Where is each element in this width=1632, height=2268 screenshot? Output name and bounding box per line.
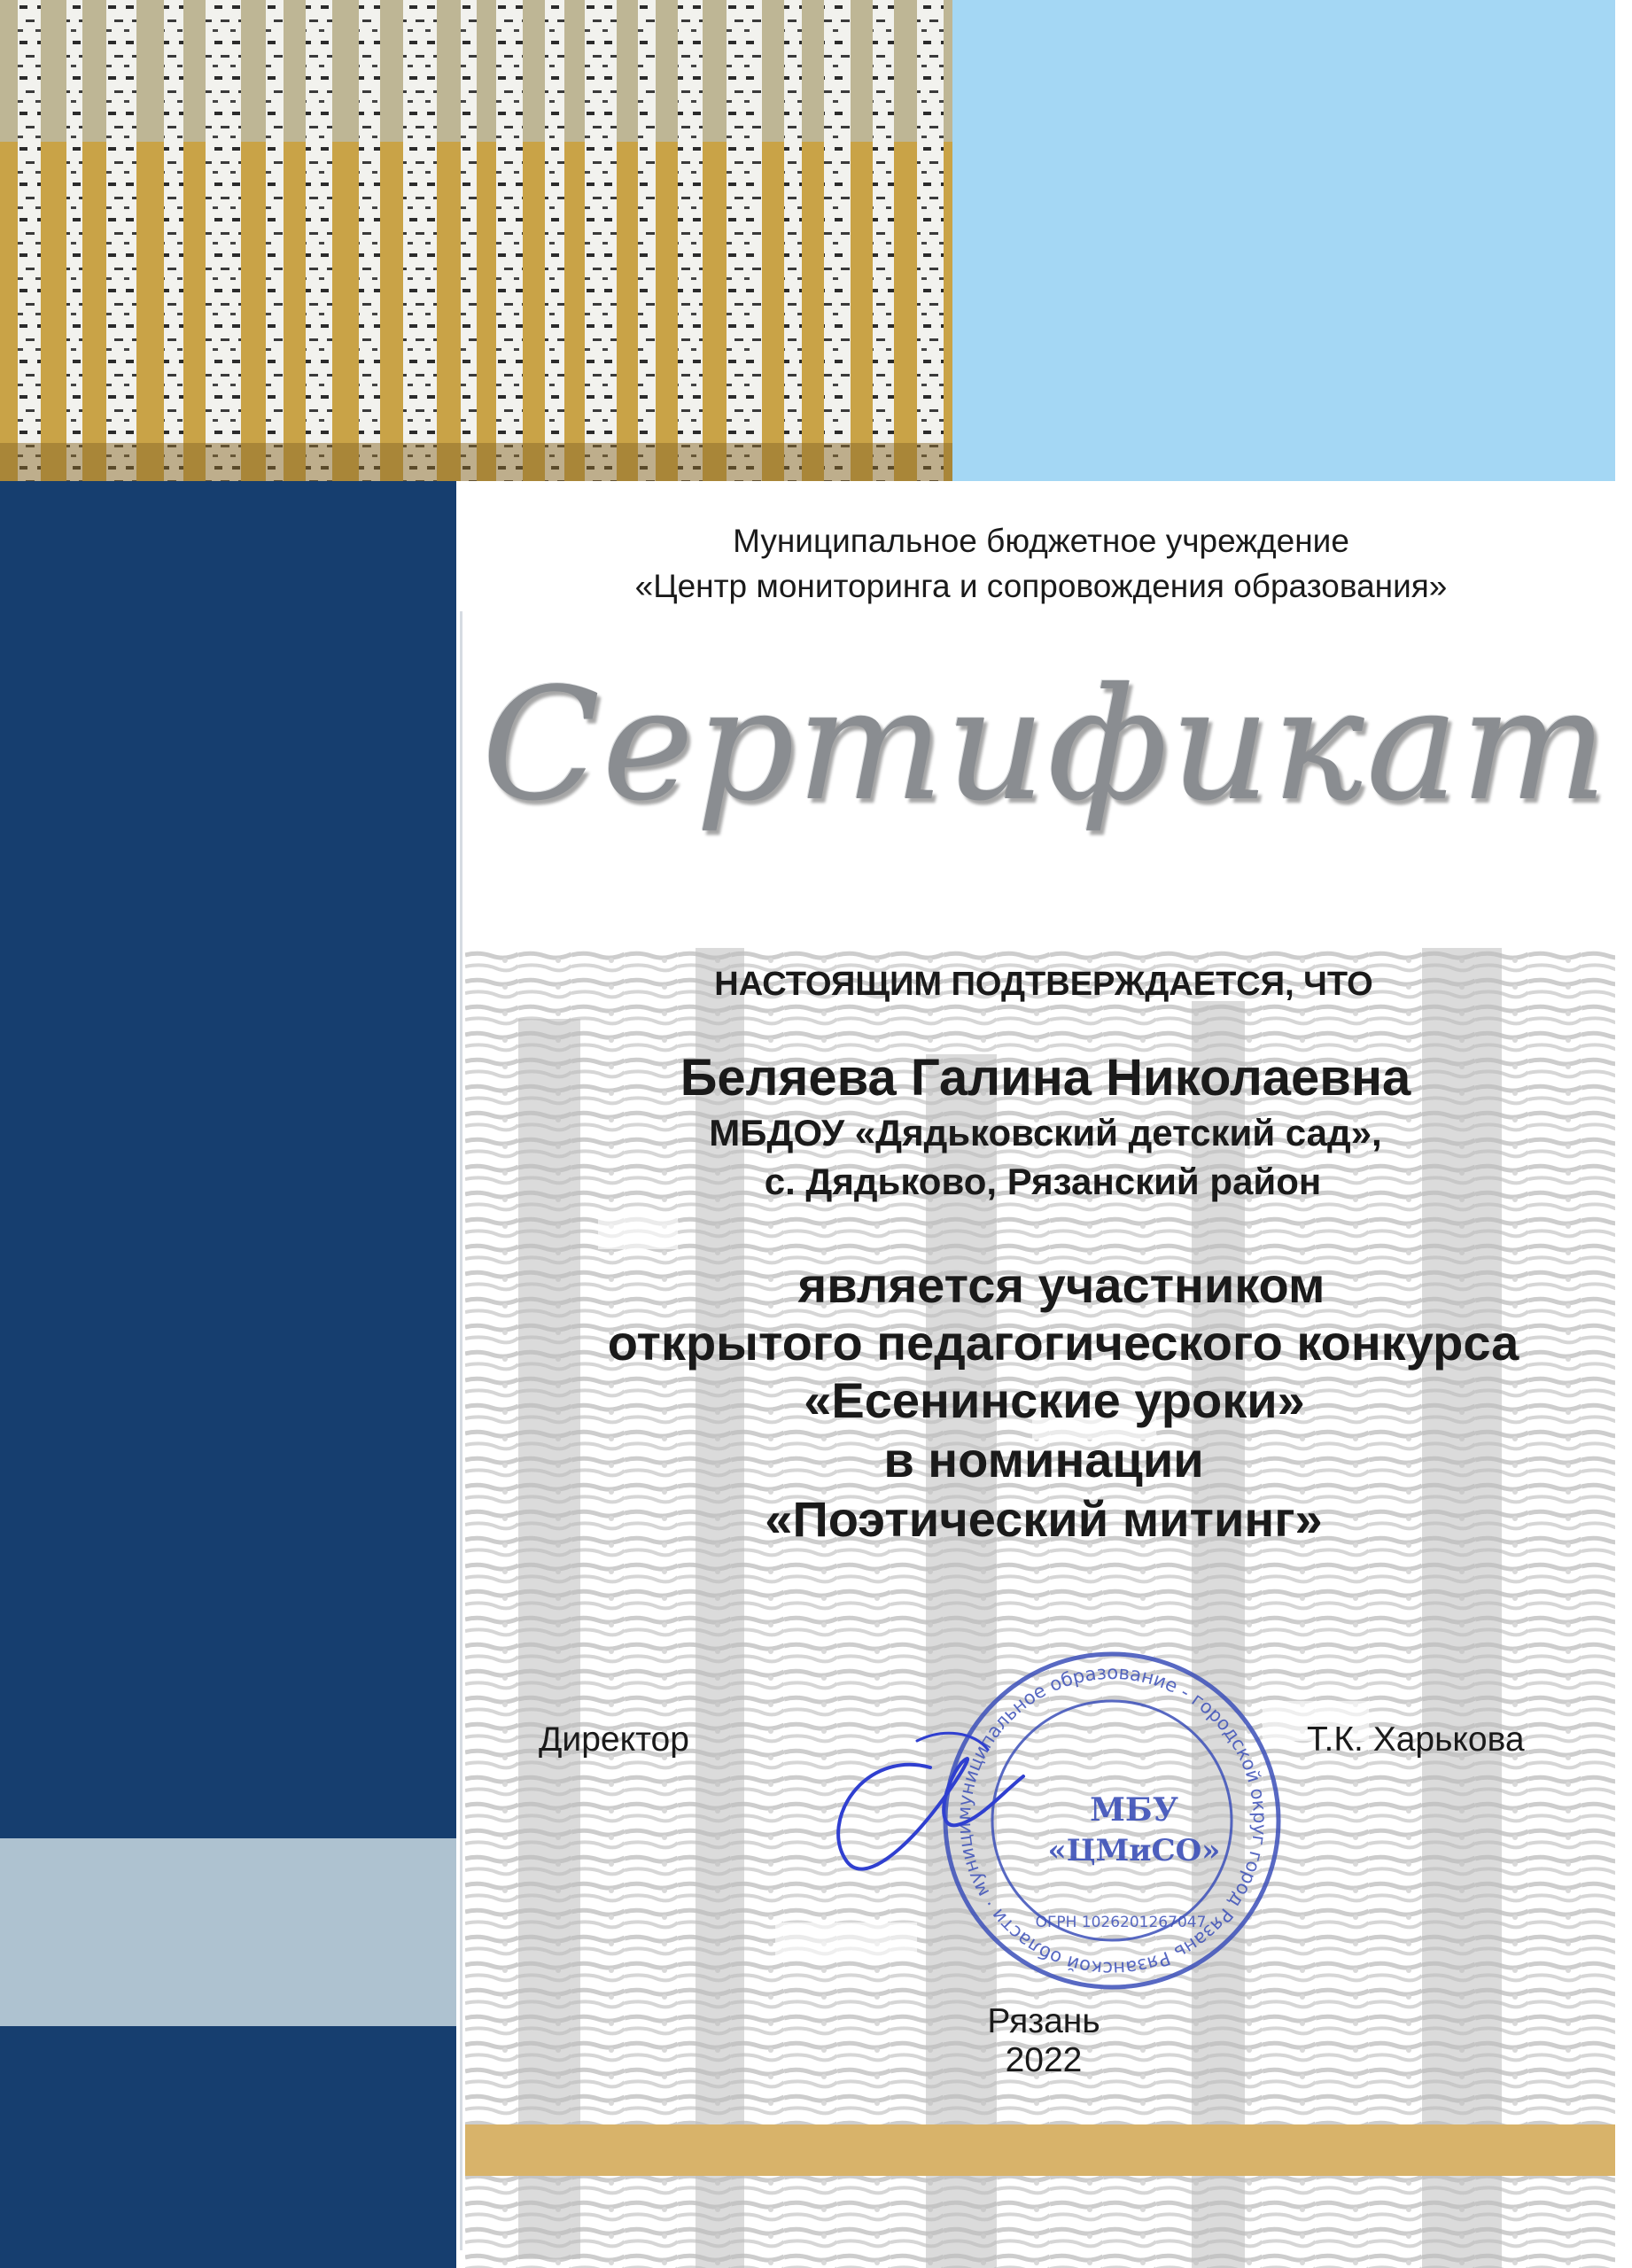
gold-stripe [465, 2124, 1615, 2176]
status-line4: в номинации [883, 1432, 1204, 1487]
issue-city: Рязань [987, 2002, 1100, 2040]
contest-name: «Есенинские уроки» [804, 1372, 1305, 1428]
institution-line2: с. Дядьково, Рязанский район [764, 1161, 1322, 1202]
recipient-name: Беляева Галина Николаевна [680, 1049, 1411, 1107]
institution-line1: МБДОУ «Дядьковский детский сад», [709, 1112, 1382, 1153]
certificate-title: Сертификат [481, 656, 1610, 835]
left-accent-block [0, 1838, 456, 2026]
nomination-name: «Поэтический митинг» [765, 1491, 1323, 1547]
sky-panel [952, 0, 1615, 481]
issue-year: 2022 [1005, 2041, 1083, 2079]
status-line1: является участником [797, 1257, 1325, 1313]
signatory-name: Т.К. Харькова [1307, 1720, 1525, 1759]
birch-trees-illustration [0, 0, 952, 481]
birch-forest-photo [0, 0, 952, 481]
organization-name-line2: «Центр мониторинга и сопровождения образования» [634, 568, 1448, 604]
signatory-role: Директор [539, 1720, 689, 1759]
organization-name-line1: Муниципальное бюджетное учреждение [733, 523, 1349, 559]
confirmation-heading: НАСТОЯЩИМ ПОДТВЕРЖДАЕТСЯ, ЧТО [714, 966, 1373, 1003]
stamp-ogrn: ОГРН 1026201267047 [1035, 1914, 1207, 1931]
status-line2: открытого педагогического конкурса [607, 1315, 1519, 1371]
handwritten-signature [811, 1714, 1032, 1891]
stamp-outer-text: муниципальное образование - городской округ город Рязань Рязанской области · муници [952, 1661, 1271, 1980]
stamp-center-line2: «ЦМиСО» [1047, 1833, 1221, 1868]
stamp-center-line1: МБУ [1090, 1791, 1178, 1829]
vertical-divider [460, 611, 462, 2250]
